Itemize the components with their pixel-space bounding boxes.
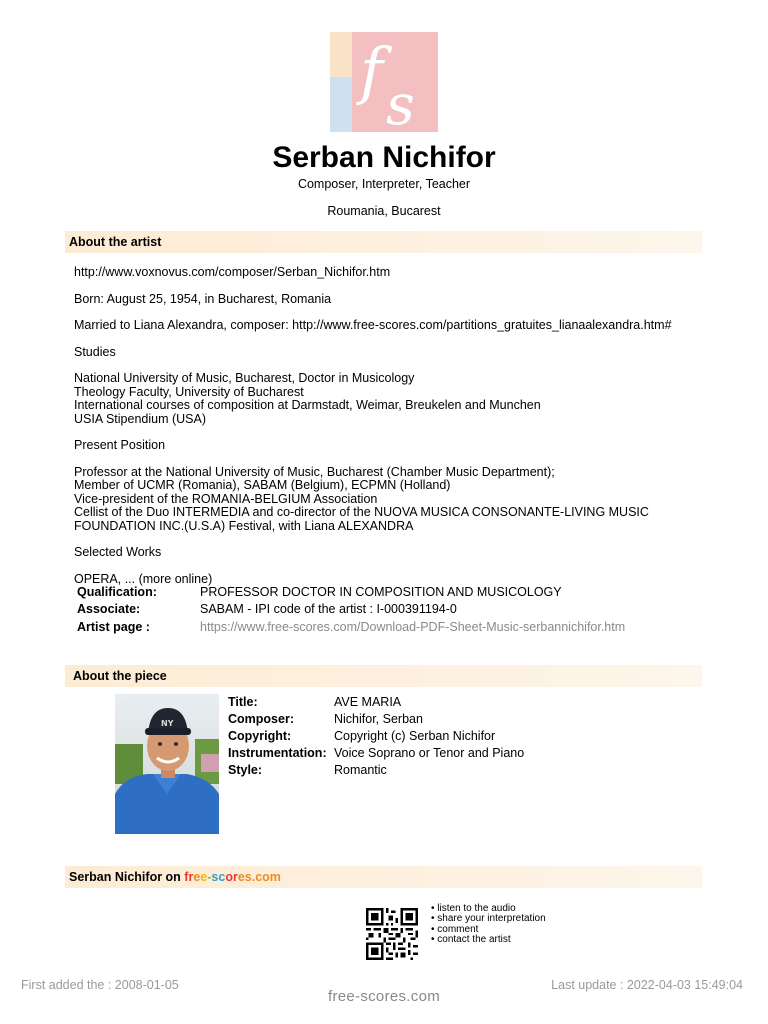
piece-instrumentation-label: Instrumentation:	[228, 746, 327, 760]
piece-style-value: Romantic	[334, 763, 387, 777]
bio-studies-heading: Studies	[74, 344, 116, 359]
bio-works: OPERA, ... (more online)	[74, 571, 213, 586]
artist-photo	[115, 694, 219, 834]
action-comment[interactable]: • comment	[431, 923, 479, 935]
site-brand[interactable]	[184, 870, 281, 884]
brand-part: -	[207, 870, 212, 884]
action-contact[interactable]: • contact the artist	[431, 934, 511, 946]
svg-text:s: s	[386, 73, 415, 132]
piece-composer-value: Nichifor, Serban	[334, 712, 423, 726]
piece-copyright-label: Copyright:	[228, 729, 292, 743]
qualification-label: Qualification:	[77, 585, 157, 599]
section-on-site	[65, 866, 702, 888]
first-added: First added the : 2008-01-05	[21, 978, 179, 992]
artist-page-label: Artist page :	[77, 620, 150, 634]
bio-position: Professor at the National University of Music, Bucharest (Chamber Music Department); Member of UCMR (Romania), SABAM (Belgium), ECPMN (Holland) Vice-president of the ROMANIA-BELGIUM Association Cellist of the Duo INTERMEDIA and co-director of the NUOVA MUSICA CONSONANTE-LIVING MUSIC FOUNDATION INC.(U.S.A) Festival, with Liana ALEXANDRA	[74, 464, 649, 533]
brand-part: fr	[184, 870, 194, 884]
artist-roles: Composer, Interpreter, Teacher	[297, 177, 471, 191]
section-heading: About the artist	[69, 235, 162, 249]
on-site-prefix: Serban Nichifor on	[69, 870, 185, 884]
brand-part: es	[237, 870, 252, 884]
artist-location: Roumania, Bucarest	[327, 204, 441, 218]
site-actions	[431, 904, 546, 946]
bio-website[interactable]: http://www.voxnovus.com/composer/Serban_Nichifor.htm	[74, 265, 391, 279]
associate-value: SABAM - IPI code of the artist : I-000391194-0	[200, 602, 457, 616]
bio-studies: National University of Music, Bucharest, Doctor in Musicology Theology Faculty, University of Bucharest International courses of composition at Darmstadt, Weimar, Breukelen and Munchen USIA Stipendium (USA)	[74, 371, 541, 426]
qualification-value: PROFESSOR DOCTOR IN COMPOSITION AND MUSICOLOGY	[200, 585, 562, 599]
associate-label: Associate:	[77, 602, 141, 616]
bio-born: Born: August 25, 1954, in Bucharest, Romania	[74, 291, 332, 306]
section-about-artist	[65, 231, 702, 253]
footer-brand[interactable]: free-scores.com	[327, 988, 441, 1005]
brand-part: sc	[211, 870, 226, 884]
piece-instrumentation-value: Voice Soprano or Tenor and Piano	[334, 746, 525, 760]
action-share[interactable]: • share your interpretation	[431, 913, 546, 925]
piece-style-label: Style:	[228, 763, 263, 777]
action-listen[interactable]: • listen to the audio	[431, 903, 516, 914]
artist-bio	[74, 266, 714, 586]
piece-title-label: Title:	[228, 695, 258, 709]
svg-text:NY: NY	[161, 719, 174, 728]
section-heading: About the piece	[73, 669, 167, 683]
brand-part: or	[225, 870, 238, 884]
bio-married: Married to Liana Alexandra, composer: http://www.free-scores.com/partitions_gratuites_lianaalexandra.htm#	[74, 318, 672, 332]
section-about-piece	[65, 665, 702, 687]
brand-part: e	[200, 870, 208, 884]
qr-code-icon[interactable]	[366, 908, 418, 960]
bio-works-heading: Selected Works	[74, 545, 162, 559]
brand-part: e	[193, 870, 201, 884]
artist-page-link[interactable]: https://www.free-scores.com/Download-PDF-Sheet-Music-serbannichifor.htm	[200, 620, 626, 634]
piece-title-value: AVE MARIA	[334, 695, 402, 709]
artist-name: Serban Nichifor	[272, 141, 496, 174]
fs-logo-icon	[330, 32, 438, 132]
brand-part: .com	[251, 870, 281, 884]
svg-text:f: f	[360, 34, 383, 107]
piece-composer-label: Composer:	[228, 712, 294, 726]
last-update: Last update : 2022-04-03 15:49:04	[551, 978, 743, 992]
bio-position-heading: Present Position	[74, 438, 166, 452]
piece-copyright-value: Copyright (c) Serban Nichifor	[334, 729, 496, 743]
